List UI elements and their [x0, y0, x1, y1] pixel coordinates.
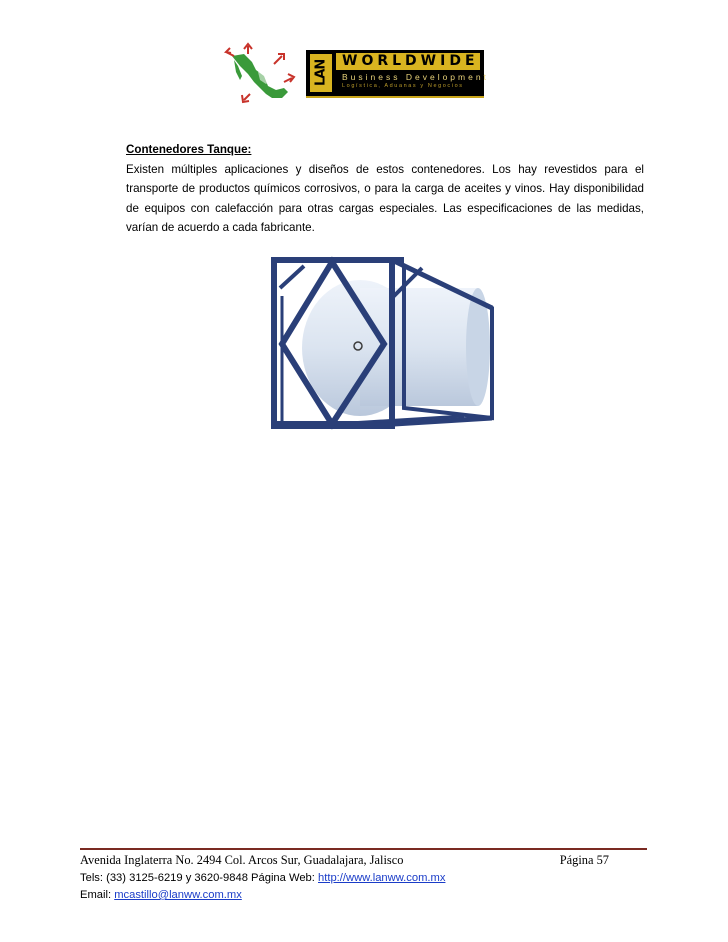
logo-lan-tag: LAN [310, 54, 332, 92]
website-link[interactable]: http://www.lanww.com.mx [318, 872, 446, 884]
footer-email-label: Email: [80, 889, 115, 901]
page-footer [80, 852, 647, 904]
footer-email-line [80, 887, 647, 904]
footer-phones: Tels: (33) 3125-6219 y 3620-9848 Página Web: [80, 872, 318, 884]
company-logo [222, 42, 489, 108]
section-paragraph: Existen múltiples aplicaciones y diseños de estos contenedores. Los hay revestidos para el transporte de productos químicos corrosivos, o para la carga de aceites y vinos. Hay disponibilidad de equipos con calefacción para otras cargas especiales. Las especificaciones de las medidas, varían de acuerdo a cada fabricante. [126, 162, 644, 235]
page-number: Página 57 [559, 853, 609, 867]
email-link[interactable]: mcastillo@lanww.com.mx [114, 889, 242, 901]
brand-box [306, 50, 489, 98]
footer-address: Avenida Inglaterra No. 2494 Col. Arcos Sur, Guadalajara, Jalisco [80, 853, 404, 867]
tank-container-illustration [264, 248, 496, 438]
section-heading: Contenedores Tanque: [126, 143, 252, 156]
brand-tagline: Business Development [342, 72, 489, 82]
footer-rule [80, 848, 647, 850]
mexico-map-icon [222, 42, 306, 108]
footer-contact-line [80, 870, 647, 887]
brand-subtagline: Logística, Aduanas y Negocios [342, 83, 464, 89]
brand-title: WORLDWIDE [336, 53, 480, 70]
section-content [126, 140, 644, 238]
